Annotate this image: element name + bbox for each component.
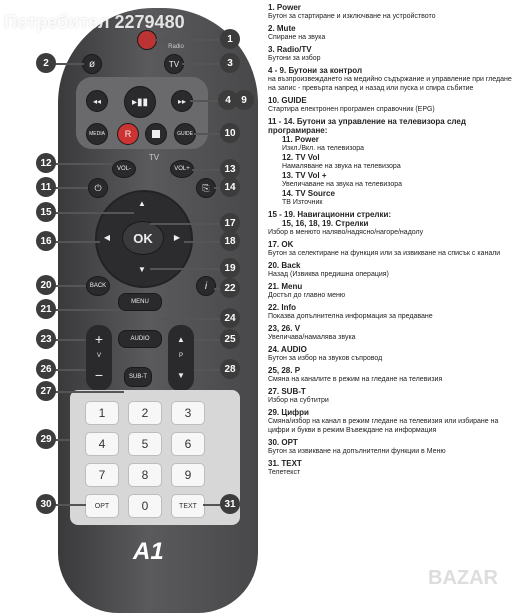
- ok-button[interactable]: OK: [122, 221, 164, 255]
- callout-line-27: [50, 391, 124, 393]
- play-pause-button[interactable]: ▸▮▮: [124, 86, 156, 118]
- callout-2: 2: [36, 53, 56, 73]
- key-8[interactable]: 8: [128, 463, 162, 487]
- record-button[interactable]: R: [117, 123, 139, 145]
- media-button[interactable]: MEDIA: [86, 123, 108, 145]
- legend-item: 27. SUB-T Избор на субтитри: [268, 387, 329, 404]
- callout-1: 1: [220, 29, 240, 49]
- callout-line-17: [150, 223, 222, 225]
- callout-30: 30: [36, 494, 56, 514]
- back-button[interactable]: BACK: [86, 276, 110, 296]
- callout-15: 15: [36, 202, 56, 222]
- callout-4: 4: [218, 90, 238, 110]
- menu-button[interactable]: MENU: [118, 293, 162, 311]
- sub-t-button[interactable]: SUB-T: [124, 367, 152, 387]
- key-0[interactable]: 0: [128, 494, 162, 518]
- callout-9: 9: [234, 90, 254, 110]
- callout-17: 17: [220, 213, 240, 233]
- opt-key[interactable]: OPT: [85, 494, 119, 518]
- volume-up-button[interactable]: +: [94, 331, 104, 347]
- right-arrow-button[interactable]: ▶: [173, 232, 181, 242]
- legend-item: 30. OPT Бутон за извикване на допълнителни функции в Меню: [268, 438, 446, 455]
- program-label: P: [178, 353, 183, 359]
- callout-23: 23: [36, 329, 56, 349]
- callout-19: 19: [220, 258, 240, 278]
- legend-item: 1. Power Бутон за стартиране и изключване на устройството: [268, 3, 436, 20]
- callout-22: 22: [220, 278, 240, 298]
- callout-20: 20: [36, 275, 56, 295]
- legend-item: 10. GUIDE Стартира електронен програмен справочник (EPG): [268, 96, 435, 113]
- callout-31: 31: [220, 494, 240, 514]
- fast-forward-button[interactable]: ▸▸: [171, 90, 193, 112]
- callout-3: 3: [220, 53, 240, 73]
- callout-18: 18: [220, 231, 240, 251]
- tv-button[interactable]: TV: [164, 54, 184, 74]
- radio-label: Radio: [168, 44, 184, 50]
- callout-28: 28: [220, 359, 240, 379]
- volume-label: V: [96, 353, 101, 359]
- power-button[interactable]: [137, 30, 157, 50]
- callout-12: 12: [36, 153, 56, 173]
- callout-29: 29: [36, 429, 56, 449]
- up-arrow-button[interactable]: ▲: [138, 198, 146, 208]
- legend-item: 25, 28. P Смяна на каналите в режим на гледане на телевизия: [268, 366, 443, 383]
- mute-button[interactable]: ø: [82, 54, 102, 74]
- callout-line-24: [160, 318, 222, 320]
- tv-vol-minus-button[interactable]: VOL-: [112, 160, 136, 178]
- legend-item: 3. Radio/TV Бутони за избор: [268, 45, 321, 62]
- key-6[interactable]: 6: [171, 432, 205, 456]
- text-key[interactable]: TEXT: [171, 494, 205, 518]
- audio-button[interactable]: AUDIO: [118, 330, 162, 348]
- callout-13: 13: [220, 159, 240, 179]
- callout-line-10: [194, 133, 222, 135]
- callout-line-3: [182, 63, 222, 65]
- callout-21: 21: [36, 299, 56, 319]
- callout-11: 11: [36, 177, 56, 197]
- callout-14: 14: [220, 177, 240, 197]
- rewind-button[interactable]: ◂◂: [86, 90, 108, 112]
- tv-power-button[interactable]: ⏻: [88, 178, 108, 198]
- key-1[interactable]: 1: [85, 401, 119, 425]
- key-4[interactable]: 4: [85, 432, 119, 456]
- legend-item: 20. Back Назад (Извиква предишна операция): [268, 261, 389, 278]
- legend-item: 21. Menu Достъп до главно меню: [268, 282, 346, 299]
- legend-item: 11 - 14. Бутони за управление на телевизора след програмиране: 11. Power Изкл./Вкл. на телевизора 12. TV Vol Намаляване на звука на телевизора 13. TV Vol + Увеличаване на звука на телевизора 14. TV Source ТВ Източник: [268, 117, 466, 206]
- callout-line-21: [50, 309, 120, 311]
- callout-24: 24: [220, 308, 240, 328]
- legend-item: 24. AUDIO Бутон за избор на звуков съпровод: [268, 345, 383, 362]
- program-down-button[interactable]: ▼: [177, 370, 185, 380]
- tv-source-button[interactable]: ⎘: [196, 178, 216, 198]
- key-7[interactable]: 7: [85, 463, 119, 487]
- a1-logo: A1: [133, 538, 164, 565]
- bazar-watermark: BAZAR: [428, 567, 498, 589]
- left-arrow-button[interactable]: ◀: [103, 232, 111, 242]
- legend-item: 4 - 9. Бутони за контрол на възпроизвеждането на медийно съдържание и управление при гледане на запис - превърта напред и назад или пуска и спира събитие: [268, 66, 512, 92]
- stop-button[interactable]: [145, 123, 167, 145]
- tv-vol-plus-button[interactable]: VOL+: [170, 160, 194, 178]
- program-up-button[interactable]: ▲: [177, 334, 185, 344]
- legend-item: 31. TEXT Телетекст: [268, 459, 302, 476]
- callout-line-1: [155, 39, 223, 41]
- callout-line-12: [50, 163, 112, 165]
- callout-16: 16: [36, 231, 56, 251]
- callout-27: 27: [36, 381, 56, 401]
- callout-26: 26: [36, 359, 56, 379]
- button-legend: [268, 3, 512, 480]
- callout-line-28: [194, 369, 222, 371]
- legend-item: 15 - 19. Навигационни стрелки: 15, 16, 18, 19. Стрелки Избор в менюто наляво/надясно/нагоре/надолу: [268, 210, 424, 236]
- callout-line-13: [192, 169, 222, 171]
- callout-25: 25: [220, 329, 240, 349]
- volume-down-button[interactable]: −: [94, 367, 104, 383]
- legend-item: 17. OK Бутон за селектиране на функция или за извикване на списък с канали: [268, 240, 501, 257]
- key-9[interactable]: 9: [171, 463, 205, 487]
- down-arrow-button[interactable]: ▼: [138, 264, 146, 274]
- user-watermark: Потребител 2279480: [4, 12, 185, 32]
- key-3[interactable]: 3: [171, 401, 205, 425]
- legend-item: 29. Цифри Смяна/избор на канал в режим гледане на телевизия или избиране на цифри и букви в режим Въвеждане на информация: [268, 408, 499, 434]
- callout-line-25: [194, 339, 222, 341]
- legend-item: 2. Mute Спиране на звука: [268, 24, 326, 41]
- guide-button[interactable]: GUIDE: [174, 123, 196, 145]
- callout-line-15: [50, 212, 134, 214]
- key-5[interactable]: 5: [128, 432, 162, 456]
- callout-10: 10: [220, 123, 240, 143]
- legend-item: 22. Info Показва допълнителна информация за предаване: [268, 303, 433, 320]
- tv-label: TV: [148, 152, 160, 162]
- callout-line-16: [50, 241, 100, 243]
- legend-item: 23, 26. V Увеличава/намалява звука: [268, 324, 356, 341]
- key-2[interactable]: 2: [128, 401, 162, 425]
- callout-line-19: [150, 268, 222, 270]
- info-button[interactable]: i: [196, 276, 216, 296]
- callout-line-18: [184, 241, 222, 243]
